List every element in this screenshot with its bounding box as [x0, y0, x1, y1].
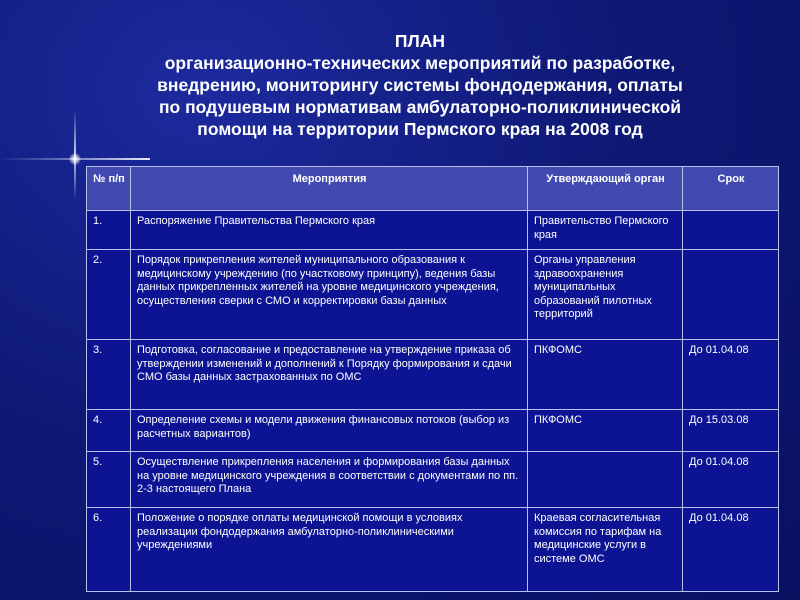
title-line: внедрению, мониторингу системы фондодержания, оплаты [157, 75, 683, 95]
page-title [90, 30, 750, 140]
row-deadline: До 01.04.08 [683, 452, 779, 508]
header-authority: Утверждающий орган [528, 167, 683, 211]
row-authority: Правительство Пермского края [528, 211, 683, 250]
header-deadline: Срок [683, 167, 779, 211]
title-line: организационно-технических мероприятий по разработке, [164, 53, 676, 73]
row-authority: ПКФОМС [528, 410, 683, 452]
row-event: Распоряжение Правительства Пермского края [131, 211, 528, 250]
row-deadline: До 01.04.08 [683, 340, 779, 410]
title-line: по подушевым нормативам амбулаторно-поликлинической [158, 97, 682, 117]
header-event: Мероприятия [131, 167, 528, 211]
table-row [87, 508, 779, 592]
row-authority: Органы управления здравоохранения муниципальных образований пилотных территорий [528, 250, 683, 340]
header-num: № п/п [87, 167, 131, 211]
plan-table [86, 166, 779, 592]
table-row [87, 452, 779, 508]
row-num: 2. [87, 250, 131, 340]
row-authority: Краевая согласительная комиссия по тарифам на медицинские услуги в системе ОМС [528, 508, 683, 592]
row-event: Определение схемы и модели движения финансовых потоков (выбор из расчетных вариантов) [131, 410, 528, 452]
row-deadline: До 15.03.08 [683, 410, 779, 452]
table-row [87, 340, 779, 410]
title-line: помощи на территории Пермского края на 2008 год [197, 119, 643, 139]
decorative-star-icon [69, 153, 81, 165]
row-authority: ПКФОМС [528, 340, 683, 410]
row-authority [528, 452, 683, 508]
table-row [87, 410, 779, 452]
row-num: 3. [87, 340, 131, 410]
row-num: 4. [87, 410, 131, 452]
table-row [87, 250, 779, 340]
row-deadline [683, 250, 779, 340]
table-header-row [87, 167, 779, 211]
row-num: 6. [87, 508, 131, 592]
row-deadline: До 01.04.08 [683, 508, 779, 592]
row-num: 1. [87, 211, 131, 250]
row-event: Подготовка, согласование и предоставление на утверждение приказа об утверждении изменений и дополнений к Порядку формирования и сдачи СМО базы данных застрахованных по ОМС [131, 340, 528, 410]
row-event: Положение о порядке оплаты медицинской помощи в условиях реализации фондодержания амбулаторно-поликлиническими учреждениями [131, 508, 528, 592]
row-event: Порядок прикрепления жителей муниципального образования к медицинскому учреждению (по участковому принципу), ведения базы данных прикрепленных жителей на уровне медицинского учреждения, осуществления сверки с СМО и корректировки базы данных [131, 250, 528, 340]
table-row [87, 211, 779, 250]
title-line: ПЛАН [394, 31, 446, 51]
row-event: Осуществление прикрепления населения и формирования базы данных на уровне медицинского учреждения в соответствии с документами по пп. 2-3 настоящего Плана [131, 452, 528, 508]
row-num: 5. [87, 452, 131, 508]
row-deadline [683, 211, 779, 250]
